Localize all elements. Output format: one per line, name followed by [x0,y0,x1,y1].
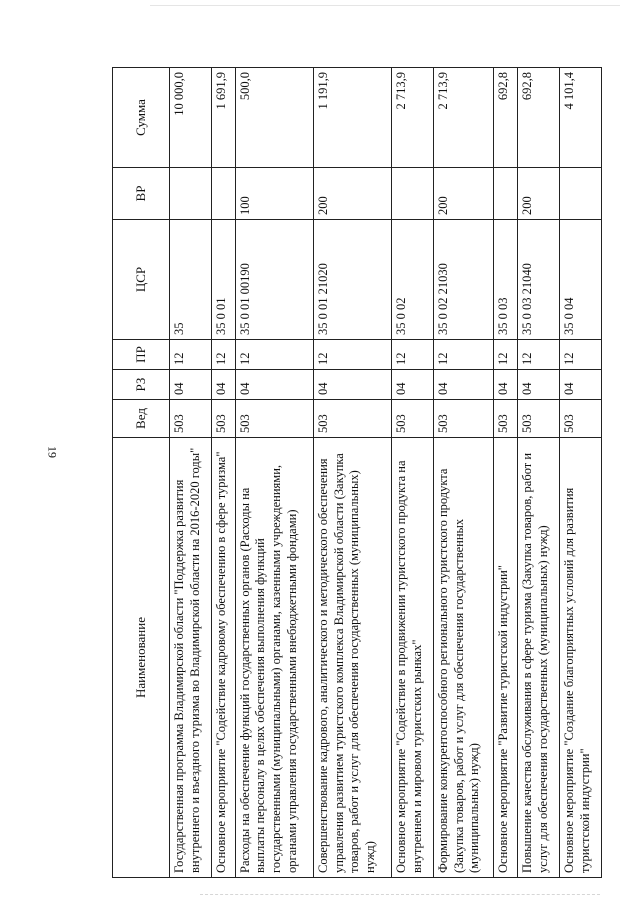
cell-name: Основное мероприятие "Создание благоприятных условий для развития туристской индустрии" [559,438,601,878]
cell-name: Основное мероприятие "Развитие туристской индустрии" [494,438,518,878]
header-pr: ПР [113,340,170,370]
budget-table [112,67,602,878]
cell-name: Государственная программа Владимирской области "Поддержка развития внутреннего и въездного туризма во Владимирской области на 2016-2020 годы" [170,438,212,878]
cell-ved: 503 [313,400,391,438]
cell-name: Повышение качества обслуживания в сфере туризма (Закупка товаров, работ и услуг для обеспечения государственных (муниципальных) нужд) [518,438,560,878]
cell-pr: 12 [559,340,601,370]
budget-table-wrapper [112,68,602,878]
cell-sum: 2 713,9 [392,68,434,168]
cell-rz: 04 [211,370,235,400]
cell-pr: 12 [392,340,434,370]
cell-ved: 503 [434,400,494,438]
cell-csr: 35 [170,220,212,340]
cell-name: Расходы на обеспечение функций государственных органов (Расходы на выплаты персоналу в целях обеспечения выполнения функций государственными (муниципальными) органами, казенными учреждениями, органами управления государственными внебюджетными фондами) [235,438,313,878]
cell-sum: 1 191,9 [313,68,391,168]
cell-pr: 12 [434,340,494,370]
table-row [434,68,494,878]
cell-ved: 503 [494,400,518,438]
cell-pr: 12 [518,340,560,370]
cell-sum: 4 101,4 [559,68,601,168]
cell-pr: 12 [235,340,313,370]
cell-vr [392,168,434,220]
cell-rz: 04 [392,370,434,400]
cell-csr: 35 0 02 21030 [434,220,494,340]
cell-ved: 503 [170,400,212,438]
cell-name: Формирование конкурентоспособного регионального туристского продукта (Закупка товаров, работ и услуг для обеспечения государственных (муниципальных) нужд) [434,438,494,878]
header-rz: РЗ [113,370,170,400]
cell-vr [494,168,518,220]
cell-rz: 04 [518,370,560,400]
cell-rz: 04 [559,370,601,400]
header-vr: ВР [113,168,170,220]
cell-csr: 35 0 04 [559,220,601,340]
table-row [559,68,601,878]
cell-ved: 503 [235,400,313,438]
scan-edge-bottom [200,891,600,895]
table-header-row [113,68,170,878]
cell-vr [211,168,235,220]
cell-ved: 503 [518,400,560,438]
cell-ved: 503 [559,400,601,438]
cell-csr: 35 0 01 21020 [313,220,391,340]
cell-rz: 04 [235,370,313,400]
cell-pr: 12 [313,340,391,370]
cell-csr: 35 0 02 [392,220,434,340]
cell-rz: 04 [313,370,391,400]
cell-rz: 04 [434,370,494,400]
cell-csr: 35 0 01 00190 [235,220,313,340]
cell-vr: 200 [434,168,494,220]
scan-edge-top [150,5,620,10]
cell-pr: 12 [211,340,235,370]
cell-csr: 35 0 03 21040 [518,220,560,340]
page-number: 19 [45,446,60,458]
cell-rz: 04 [170,370,212,400]
cell-sum: 2 713,9 [434,68,494,168]
cell-name: Основное мероприятие "Содействие кадровому обеспечению в сфере туризма" [211,438,235,878]
cell-sum: 1 691,9 [211,68,235,168]
cell-sum: 692,8 [494,68,518,168]
table-row [392,68,434,878]
cell-name: Основное мероприятие "Содействие в продвижении туристского продукта на внутреннем и мировом туристских рынках" [392,438,434,878]
cell-pr: 12 [494,340,518,370]
cell-rz: 04 [494,370,518,400]
table-row [170,68,212,878]
cell-pr: 12 [170,340,212,370]
cell-name: Совершенствование кадрового, аналитического и методического обеспечения управления развитием туристского комплекса Владимирской области (Закупка товаров, работ и услуг для обеспечения государственных (муниципальных) нужд) [313,438,391,878]
table-row [518,68,560,878]
header-ved: Вед [113,400,170,438]
cell-sum: 500,0 [235,68,313,168]
cell-vr: 200 [313,168,391,220]
cell-ved: 503 [392,400,434,438]
table-row [313,68,391,878]
header-sum: Сумма [113,68,170,168]
table-row [235,68,313,878]
cell-vr: 100 [235,168,313,220]
header-csr: ЦСР [113,220,170,340]
cell-ved: 503 [211,400,235,438]
cell-sum: 692,8 [518,68,560,168]
cell-vr: 200 [518,168,560,220]
header-name: Наименование [113,438,170,878]
cell-csr: 35 0 03 [494,220,518,340]
table-row [494,68,518,878]
table-row [211,68,235,878]
cell-vr [170,168,212,220]
cell-vr [559,168,601,220]
cell-csr: 35 0 01 [211,220,235,340]
cell-sum: 10 000,0 [170,68,212,168]
